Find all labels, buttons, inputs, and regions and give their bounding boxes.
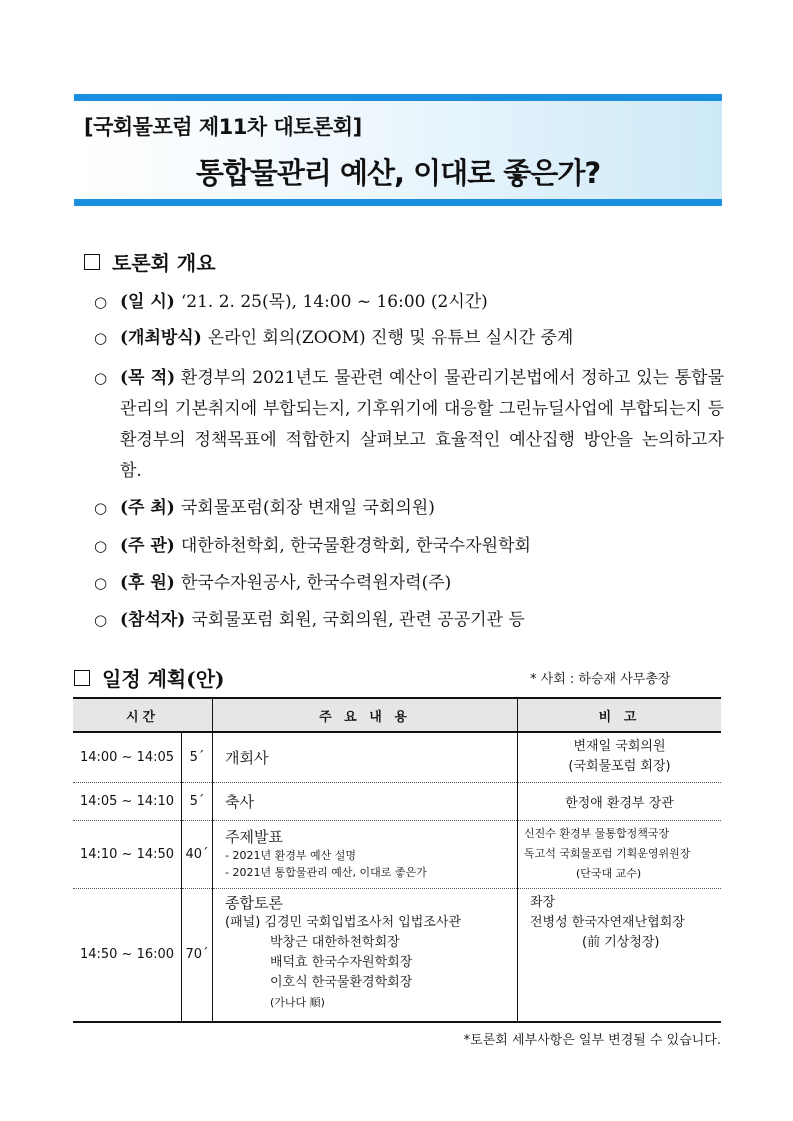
header-note: 비 고 bbox=[518, 698, 722, 732]
time-cell: 14:00 ~ 14:05 bbox=[73, 732, 182, 782]
content-line: 개회사 bbox=[225, 748, 269, 767]
note-line: 좌장 bbox=[530, 894, 556, 910]
table-row bbox=[73, 820, 721, 888]
table-header-row bbox=[73, 698, 721, 732]
note-line: (前 기상청장) bbox=[582, 934, 660, 950]
time-cell: 14:10 ~ 14:50 bbox=[73, 820, 182, 888]
schedule-heading bbox=[74, 663, 225, 692]
schedule-heading-text: 일정 계획(안) bbox=[102, 667, 225, 691]
checkbox-square-icon bbox=[74, 670, 90, 686]
date-value: ‘21. 2. 25(목), 14:00 ~ 16:00 (2시간) bbox=[180, 292, 488, 312]
circle-bullet-icon: ○ bbox=[94, 329, 108, 347]
content-line: 박창근 대한하천학회장 bbox=[270, 934, 400, 950]
circle-bullet-icon: ○ bbox=[94, 499, 108, 517]
participants-value: 국회물포럼 회원, 국회의원, 관련 공공기관 등 bbox=[191, 610, 525, 630]
circle-bullet-icon: ○ bbox=[94, 574, 108, 592]
content-cell bbox=[213, 888, 518, 1022]
content-line: (가나다 順) bbox=[270, 995, 325, 1009]
circle-bullet-icon: ○ bbox=[94, 537, 108, 555]
header-time: 시간 bbox=[73, 698, 213, 732]
purpose-value: 환경부의 2021년도 물관련 예산이 물관리기본법에서 정하고 있는 통합물관리의 기본취지에 부합되는지, 기후위기에 대응할 그린뉴딜사업에 부합되는지 등 환경부의 정책목표에 적합한지 살펴보고 효율적인 예산집행 방안을 논의하고자 함. bbox=[120, 368, 724, 481]
date-label: (일 시) bbox=[120, 292, 175, 312]
participants-label: (참석자) bbox=[120, 610, 186, 630]
note-cell bbox=[518, 782, 722, 820]
title-banner bbox=[74, 94, 722, 206]
circle-bullet-icon: ○ bbox=[94, 369, 108, 387]
sponsor-value: 한국수자원공사, 한국수력원자력(주) bbox=[180, 573, 452, 593]
note-cell bbox=[518, 732, 722, 782]
time-cell: 14:50 ~ 16:00 bbox=[73, 888, 182, 1022]
note-line: 신진수 환경부 물통합정책국장 bbox=[524, 827, 670, 840]
sponsor-label: (후 원) bbox=[120, 573, 175, 593]
host-label: (주 최) bbox=[120, 498, 175, 518]
overview-heading bbox=[84, 247, 216, 276]
content-line: 이호식 한국물환경학회장 bbox=[270, 974, 413, 990]
content-cell bbox=[213, 820, 518, 888]
method-label: (개최방식) bbox=[120, 328, 202, 348]
organizer-label: (주 관) bbox=[120, 536, 175, 556]
circle-bullet-icon: ○ bbox=[94, 293, 108, 311]
schedule-table bbox=[73, 697, 721, 1023]
duration-cell: 40´ bbox=[182, 820, 213, 888]
note-cell bbox=[518, 888, 722, 1022]
host-value: 국회물포럼(회장 변재일 국회의원) bbox=[180, 498, 435, 518]
content-line: 축사 bbox=[225, 792, 254, 811]
content-line: - 2021년 통합물관리 예산, 이대로 좋은가 bbox=[225, 866, 427, 879]
content-cell bbox=[213, 782, 518, 820]
content-line: (패널) 김경민 국회입법조사처 입법조사관 bbox=[225, 914, 462, 930]
duration-cell: 5´ bbox=[182, 782, 213, 820]
note-line: 독고석 국회물포럼 기획운영위원장 bbox=[524, 847, 691, 860]
banner-title: 통합물관리 예산, 이대로 좋은가? bbox=[195, 156, 601, 190]
time-cell: 14:05 ~ 14:10 bbox=[73, 782, 182, 820]
host-note: * 사회 : 하승재 사무총장 bbox=[530, 672, 671, 687]
note-line: (단국대 교수) bbox=[576, 867, 642, 880]
duration-cell: 70´ bbox=[182, 888, 213, 1022]
content-cell bbox=[213, 732, 518, 782]
table-row bbox=[73, 782, 721, 820]
content-line: 배덕효 한국수자원학회장 bbox=[270, 954, 413, 970]
note-line: 변재일 국회의원 bbox=[573, 739, 666, 755]
method-value: 온라인 회의(ZOOM) 진행 및 유튜브 실시간 중계 bbox=[207, 328, 574, 348]
purpose-item bbox=[120, 363, 724, 487]
circle-bullet-icon: ○ bbox=[94, 611, 108, 629]
content-line: 종합토론 bbox=[225, 893, 283, 912]
purpose-label: (목 적) bbox=[120, 368, 176, 388]
organizer-value: 대한하천학회, 한국물환경학회, 한국수자원학회 bbox=[180, 536, 531, 556]
content-line: - 2021년 환경부 예산 설명 bbox=[225, 849, 356, 862]
table-row bbox=[73, 732, 721, 782]
footnote: *토론회 세부사항은 일부 변경될 수 있습니다. bbox=[463, 1033, 721, 1048]
note-line: 한정애 환경부 장관 bbox=[565, 795, 674, 811]
content-line: 주제발표 bbox=[225, 828, 283, 846]
note-line: (국회물포럼 회장) bbox=[568, 759, 671, 775]
checkbox-square-icon bbox=[84, 254, 100, 270]
table-row bbox=[73, 888, 721, 1022]
note-line: 전병성 한국자연재난협회장 bbox=[530, 914, 685, 930]
overview-heading-text: 토론회 개요 bbox=[112, 251, 216, 275]
note-cell bbox=[518, 820, 722, 888]
header-content: 주 요 내 용 bbox=[213, 698, 518, 732]
duration-cell: 5´ bbox=[182, 732, 213, 782]
banner-subtitle: [국회물포럼 제11차 대토론회] bbox=[84, 115, 362, 139]
